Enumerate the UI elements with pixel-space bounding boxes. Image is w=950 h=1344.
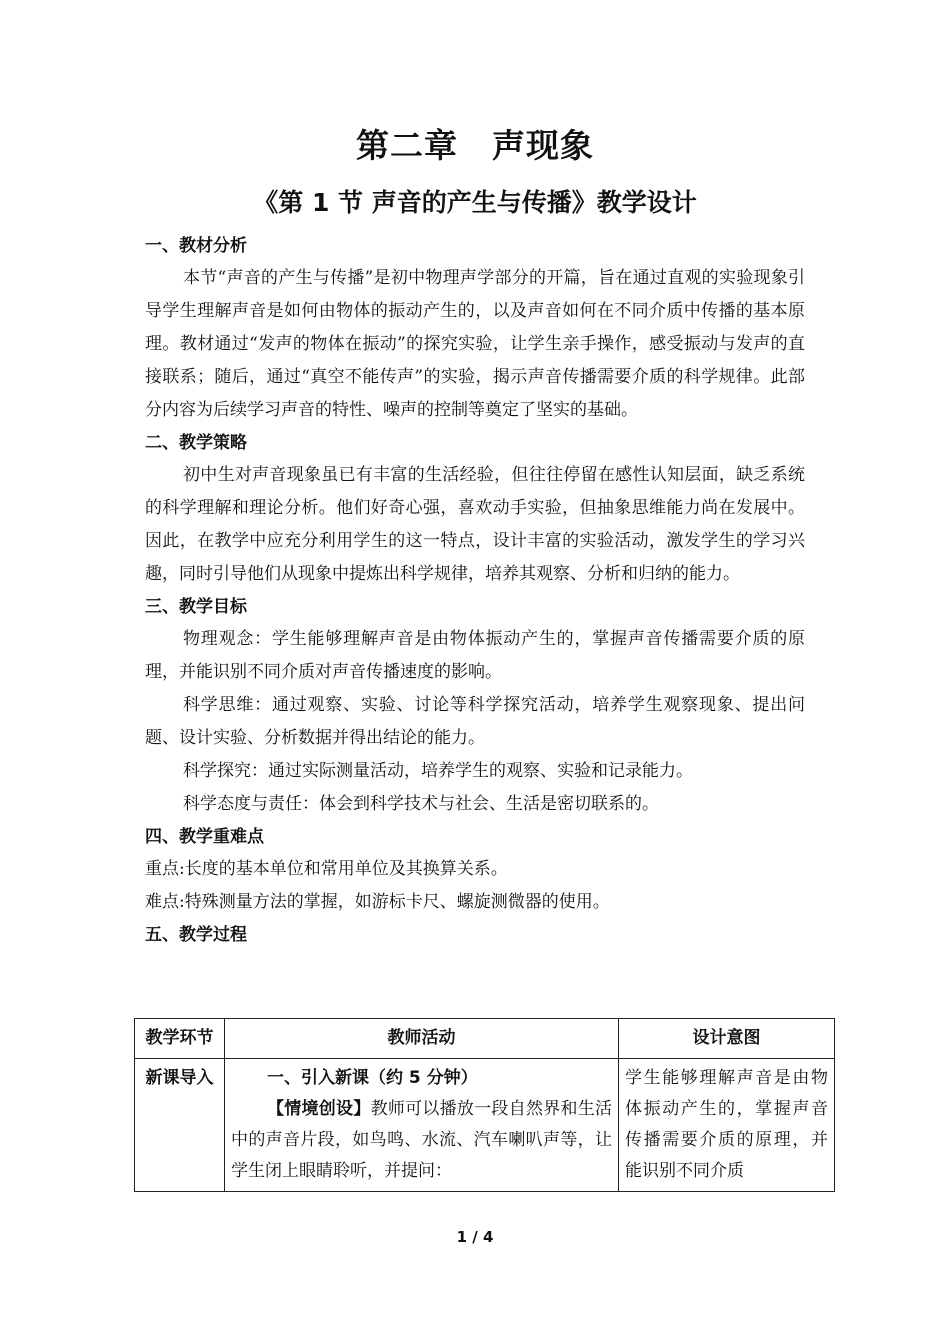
goal-scientific-inquiry: 科学探究：通过实际测量活动，培养学生的观察、实验和记录能力。 — [183, 761, 693, 781]
goal-scientific-attitude: 科学态度与责任：体会到科学技术与社会、生活是密切联系的。 — [183, 794, 659, 814]
teacher-activity-body: 教师可以播放一段自然界和生活中的声音片段，如鸟鸣、水流、汽车喇叭声等，让学生闭上眼睛聆听，并提问： — [231, 1099, 612, 1181]
table-header-row — [135, 1019, 835, 1059]
lesson-title: 《第 1 节 声音的产生与传播》教学设计 — [253, 188, 697, 217]
section-heading-teaching-goals: 三、教学目标 — [145, 597, 247, 617]
stage-cell: 新课导入 — [135, 1059, 225, 1192]
chapter-title: 第二章 声现象 — [356, 126, 594, 165]
step-title: 一、引入新课（约 5 分钟） — [267, 1068, 478, 1088]
body-content — [145, 230, 805, 951]
goal-scientific-thinking: 科学思维：通过观察、实验、讨论等科学探究活动，培养学生观察现象、提出问题、设计实验、分析数据并得出结论的能力。 — [145, 695, 805, 748]
table-row — [135, 1059, 835, 1192]
teacher-activity-cell — [225, 1059, 619, 1192]
design-intent-text: 学生能够理解声音是由物体振动产生的，掌握声音传播需要介质的原理，并能识别不同介质 — [625, 1068, 828, 1181]
scenario-tag: 【情境创设】 — [267, 1099, 371, 1119]
page-number: 1 / 4 — [456, 1228, 494, 1246]
header-teacher-activity: 教师活动 — [225, 1019, 619, 1059]
teaching-process-table — [134, 1018, 835, 1192]
section-heading-teaching-strategy: 二、教学策略 — [145, 433, 247, 453]
header-stage: 教学环节 — [135, 1019, 225, 1059]
section-heading-textbook-analysis: 一、教材分析 — [145, 236, 247, 256]
textbook-analysis-paragraph: 本节“声音的产生与传播”是初中物理声学部分的开篇，旨在通过直观的实验现象引导学生理解声音是如何由物体的振动产生的，以及声音如何在不同介质中传播的基本原理。教材通过“发声的物体在振动”的探究实验，让学生亲手操作，感受振动与发声的直接联系；随后，通过“真空不能传声”的实验，揭示声音传播需要介质的科学规律。此部分内容为后续学习声音的特性、噪声的控制等奠定了坚实的基础。 — [145, 268, 805, 420]
teacher-activity-text — [231, 1094, 612, 1187]
section-heading-key-points: 四、教学重难点 — [145, 827, 264, 847]
goal-physics-concept: 物理观念：学生能够理解声音是由物体振动产生的，掌握声音传播需要介质的原理，并能识别不同介质对声音传播速度的影响。 — [145, 629, 805, 682]
design-intent-cell — [619, 1059, 835, 1192]
key-point-line: 重点:长度的基本单位和常用单位及其换算关系。 — [145, 859, 508, 879]
difficult-point-line: 难点:特殊测量方法的掌握，如游标卡尺、螺旋测微器的使用。 — [145, 892, 610, 912]
header-design-intent: 设计意图 — [619, 1019, 835, 1059]
section-heading-teaching-process: 五、教学过程 — [145, 925, 247, 945]
teaching-strategy-paragraph: 初中生对声音现象虽已有丰富的生活经验，但往往停留在感性认知层面，缺乏系统的科学理解和理论分析。他们好奇心强，喜欢动手实验，但抽象思维能力尚在发展中。因此，在教学中应充分利用学生的这一特点，设计丰富的实验活动，激发学生的学习兴趣，同时引导他们从现象中提炼出科学规律，培养其观察、分析和归纳的能力。 — [145, 465, 805, 584]
